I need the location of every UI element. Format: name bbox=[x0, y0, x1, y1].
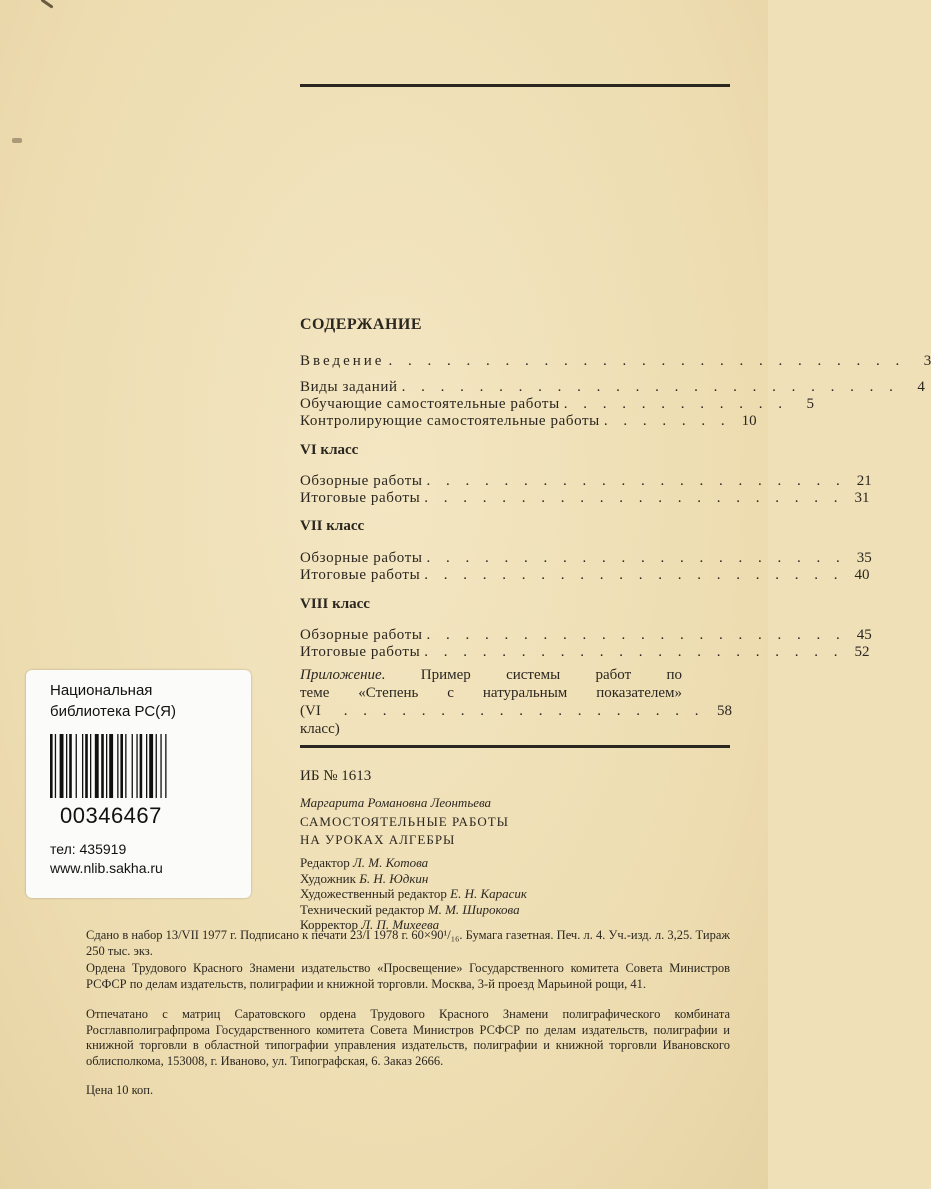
toc-leader-dots: . . . . . . . bbox=[603, 413, 731, 429]
appendix-line: Пример системы работ по bbox=[420, 667, 683, 683]
barcode-bar bbox=[95, 734, 99, 798]
library-website: www.nlib.sakha.ru bbox=[50, 860, 163, 876]
toc-entry-label: Контролирующие самостоятельные работы bbox=[300, 413, 600, 429]
barcode-number: 00346467 bbox=[60, 803, 162, 828]
top-rule bbox=[300, 84, 730, 87]
credit-line bbox=[300, 855, 527, 871]
credits-list bbox=[300, 855, 527, 933]
barcode-bar bbox=[120, 734, 123, 798]
toc-entry bbox=[300, 378, 925, 396]
credit-role: Редактор bbox=[300, 855, 350, 870]
toc-entry-label: Итоговые работы bbox=[300, 567, 421, 583]
toc-entry-page: 3 bbox=[923, 353, 931, 369]
print-info: Сдано в набор 13/VII 1977 г. Подписано к печати 23/I 1978 г. 60×90¹/₁₆. Бумага газетная. Печ. л. 4. Уч.-изд. л. 3,25. Тираж 250 тыс. экз. bbox=[86, 928, 730, 958]
toc-entry bbox=[300, 489, 870, 507]
barcode-bar bbox=[90, 734, 91, 798]
barcode-bar bbox=[82, 734, 83, 798]
barcode-bar bbox=[160, 734, 161, 798]
toc-leader-dots: . . . . . . . . . . . . . . . . . . . . . . bbox=[424, 490, 844, 506]
price: Цена 10 коп. bbox=[86, 1083, 154, 1097]
toc-entry-label: Обзорные работы bbox=[300, 473, 423, 489]
credit-line bbox=[300, 886, 527, 902]
toc-entry-page: 5 bbox=[806, 396, 815, 412]
toc-entry bbox=[300, 412, 757, 430]
barcode-bar bbox=[156, 734, 157, 798]
library-sticker bbox=[26, 670, 251, 898]
toc-leader-dots: . . . . . . . . . . . . . . . . . . . bbox=[343, 703, 705, 719]
author-name: Маргарита Романовна Леонтьева bbox=[300, 795, 492, 810]
toc-entry-label: Итоговые работы bbox=[300, 490, 421, 506]
book-title bbox=[300, 813, 509, 849]
toc-entry bbox=[300, 395, 815, 413]
toc-entry-page: 35 bbox=[856, 550, 872, 566]
barcode-bar bbox=[136, 734, 137, 798]
toc-appendix-entry bbox=[300, 666, 732, 738]
toc-entry-page: 4 bbox=[917, 379, 925, 395]
barcode-bar bbox=[55, 734, 56, 798]
section-heading: VII класс bbox=[300, 518, 365, 534]
barcode-bar bbox=[109, 734, 113, 798]
toc-leader-dots: . . . . . . . . . . . . . . . . . . . . . . bbox=[424, 644, 844, 660]
section-heading: VIII класс bbox=[300, 596, 370, 612]
toc-entry bbox=[300, 566, 870, 584]
barcode-bar bbox=[60, 734, 64, 798]
credit-role: Технический редактор bbox=[300, 901, 425, 917]
toc-entry bbox=[300, 549, 872, 567]
appendix-prefix: Приложение. bbox=[300, 667, 386, 683]
barcode-bar bbox=[146, 734, 147, 798]
toc-leader-dots: . . . . . . . . . . . . . . . . . . . . . . bbox=[424, 567, 844, 583]
barcode-bar bbox=[101, 734, 104, 798]
toc-leader-dots: . . . . . . . . . . . . . . . . . . . . . . bbox=[426, 473, 846, 489]
toc-entry-page: 31 bbox=[854, 490, 870, 506]
credit-name: М. М. Широкова bbox=[427, 901, 520, 917]
toc-entry-label: Обзорные работы bbox=[300, 550, 423, 566]
toc-entry-page: 45 bbox=[856, 627, 872, 643]
toc-leader-dots: . . . . . . . . . . . . . . . . . . . . . . . . . . bbox=[401, 379, 899, 395]
barcode-bar bbox=[50, 734, 53, 798]
library-contacts bbox=[50, 840, 163, 878]
credit-role: Художник bbox=[300, 870, 356, 886]
toc-entry-label: Виды заданий bbox=[300, 379, 398, 395]
library-name-line: библиотека РС(Я) bbox=[50, 703, 176, 720]
toc-entry-label: Обзорные работы bbox=[300, 627, 423, 643]
barcode-bar bbox=[85, 734, 88, 798]
barcode-bar bbox=[149, 734, 153, 798]
library-name bbox=[50, 680, 176, 722]
barcode-bar bbox=[140, 734, 143, 798]
credit-role: Корректор bbox=[300, 917, 358, 932]
toc-leader-dots: . . . . . . . . . . . . . . . . . . . . . . bbox=[426, 550, 846, 566]
printer-info: Отпечатано с матриц Саратовского ордена Трудового Красного Знамени полиграфического комбината Росглавполиграфпрома Государственного комитета Совета Министров РСФСР по делам издательств, полиграфии и книжной торговли в областной типографии управления издательств, полиграфии и книжной торговли Ивановского облисполкома, 153008, г. Иваново, ул. Типографская, 6. Заказ 2666. bbox=[86, 1007, 730, 1068]
book-title-line: НА УРОКАХ АЛГЕБРЫ bbox=[300, 832, 456, 847]
section-heading: VI класс bbox=[300, 442, 359, 458]
barcode-bar bbox=[132, 734, 133, 798]
publisher-info: Ордена Трудового Красного Знамени издательство «Просвещение» Государственного комитета Совета Министров РСФСР по делам издательств, полиграфии и книжной торговли. Москва, 3-й проезд Марьиной рощи, 41. bbox=[86, 961, 730, 991]
toc-entry-page: 10 bbox=[741, 413, 757, 429]
barcode-bar bbox=[125, 734, 126, 798]
library-phone: тел: 435919 bbox=[50, 841, 127, 857]
toc-leader-dots: . . . . . . . . . . . . bbox=[563, 396, 789, 412]
toc-entry bbox=[300, 626, 872, 644]
credit-name: Б. Н. Юдкин bbox=[359, 870, 429, 886]
barcode-bar bbox=[69, 734, 72, 798]
toc-entry-page: 40 bbox=[854, 567, 870, 583]
toc-entry-intro bbox=[300, 352, 931, 370]
toc-leader-dots: . . . . . . . . . . . . . . . . . . . . . . . . . . . bbox=[388, 353, 906, 369]
library-name-line: Национальная bbox=[50, 682, 153, 699]
barcode bbox=[50, 734, 205, 798]
credit-name: Е. Н. Карасик bbox=[450, 886, 527, 901]
barcode-bar bbox=[106, 734, 107, 798]
credit-name: Л. М. Котова bbox=[352, 855, 429, 870]
credit-name: Л. П. Михеева bbox=[361, 917, 440, 932]
appendix-line: (VI класс) bbox=[300, 703, 340, 737]
toc-entry-label: Итоговые работы bbox=[300, 644, 421, 660]
ink-spot bbox=[40, 0, 53, 9]
toc-entry-page: 52 bbox=[854, 644, 870, 660]
credit-line bbox=[300, 871, 527, 887]
credit-role: Художественный редактор bbox=[300, 886, 447, 901]
toc-entry-page: 58 bbox=[717, 703, 732, 719]
ink-spot bbox=[12, 138, 22, 143]
book-title-line: САМОСТОЯТЕЛЬНЫЕ РАБОТЫ bbox=[300, 814, 509, 829]
barcode-bar bbox=[76, 734, 77, 798]
appendix-line: теме «Степень с натуральным показателем» bbox=[300, 685, 682, 701]
barcode-bar bbox=[66, 734, 67, 798]
toc-entry-page: 21 bbox=[856, 473, 872, 489]
toc-entry bbox=[300, 472, 872, 490]
toc-entry bbox=[300, 643, 870, 661]
barcode-bar bbox=[117, 734, 118, 798]
toc-leader-dots: . . . . . . . . . . . . . . . . . . . . . . bbox=[426, 627, 846, 643]
middle-rule bbox=[300, 745, 730, 748]
credit-line bbox=[300, 902, 527, 918]
appendix-last-line bbox=[300, 702, 705, 738]
toc-title: СОДЕРЖАНИЕ bbox=[300, 316, 423, 333]
toc-entry-label: Обучающие самостоятельные работы bbox=[300, 396, 560, 412]
ib-number: ИБ № 1613 bbox=[300, 768, 372, 784]
toc-entry-label: Введение bbox=[300, 353, 385, 369]
barcode-bar bbox=[165, 734, 166, 798]
